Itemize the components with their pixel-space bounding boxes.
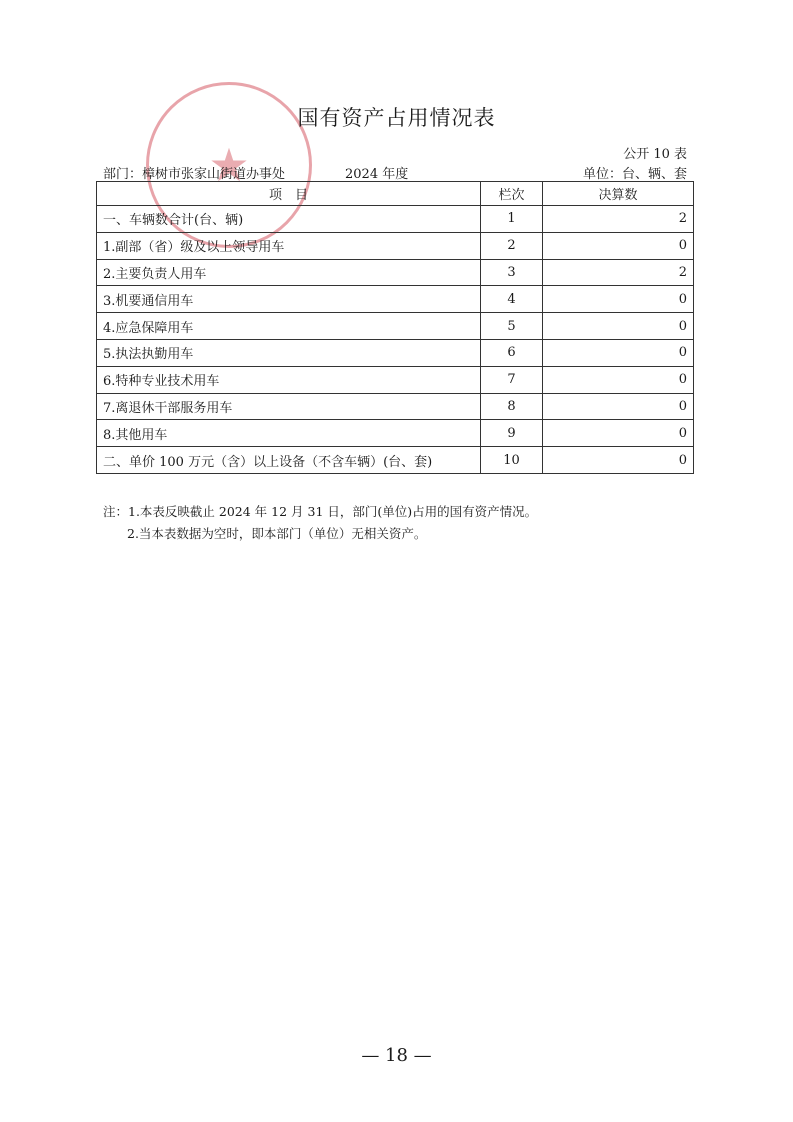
note-line-2: 2.当本表数据为空时，即本部门（单位）无相关资产。 (127, 526, 427, 541)
seal-star-icon: ★ (208, 138, 250, 192)
row-line: 5 (481, 313, 543, 340)
row-item: 1.副部（省）级及以上领导用车 (97, 232, 481, 259)
row-line: 6 (481, 339, 543, 366)
row-item: 8.其他用车 (97, 420, 481, 447)
table-header-row (97, 182, 694, 206)
sheet-number: 公开 10 表 (623, 147, 687, 162)
row-item: 3.机要通信用车 (97, 286, 481, 313)
table-row (97, 313, 694, 340)
row-value: 0 (543, 232, 694, 259)
page-number: — 18 — (361, 1045, 432, 1066)
row-line: 9 (481, 420, 543, 447)
header-line: 栏次 (481, 182, 543, 206)
year-label: 2024 年度 (345, 167, 409, 182)
table-row (97, 339, 694, 366)
row-item: 2.主要负责人用车 (97, 259, 481, 286)
row-line: 10 (481, 447, 543, 474)
row-item: 5.执法执勤用车 (97, 339, 481, 366)
row-value: 0 (543, 313, 694, 340)
table-row (97, 286, 694, 313)
row-value: 0 (543, 393, 694, 420)
row-value: 0 (543, 366, 694, 393)
table-row (97, 447, 694, 474)
page-title: 国有资产占用情况表 (297, 106, 496, 130)
row-line: 1 (481, 206, 543, 233)
row-line: 7 (481, 366, 543, 393)
row-line: 2 (481, 232, 543, 259)
department-label: 部门：樟树市张家山街道办事处 (103, 167, 286, 182)
row-value: 0 (543, 339, 694, 366)
asset-table (96, 181, 694, 474)
row-item: 7.离退休干部服务用车 (97, 393, 481, 420)
row-value: 2 (543, 206, 694, 233)
notes (103, 501, 537, 545)
header-value: 决算数 (543, 182, 694, 206)
table-row (97, 259, 694, 286)
row-value: 0 (543, 286, 694, 313)
table-row (97, 232, 694, 259)
row-value: 0 (543, 447, 694, 474)
row-value: 0 (543, 420, 694, 447)
table-row (97, 366, 694, 393)
row-line: 3 (481, 259, 543, 286)
row-line: 4 (481, 286, 543, 313)
row-item: 一、车辆数合计(台、辆) (97, 206, 481, 233)
row-line: 8 (481, 393, 543, 420)
row-item: 二、单价 100 万元（含）以上设备（不含车辆）(台、套) (97, 447, 481, 474)
table-row (97, 206, 694, 233)
row-item: 4.应急保障用车 (97, 313, 481, 340)
header-item: 项 目 (97, 182, 481, 206)
table-row (97, 420, 694, 447)
unit-label: 单位：台、辆、套 (582, 167, 687, 182)
table-row (97, 393, 694, 420)
row-item: 6.特种专业技术用车 (97, 366, 481, 393)
row-value: 2 (543, 259, 694, 286)
note-line-1: 注：1.本表反映截止 2024 年 12 月 31 日，部门(单位)占用的国有资产情况。 (103, 504, 538, 519)
